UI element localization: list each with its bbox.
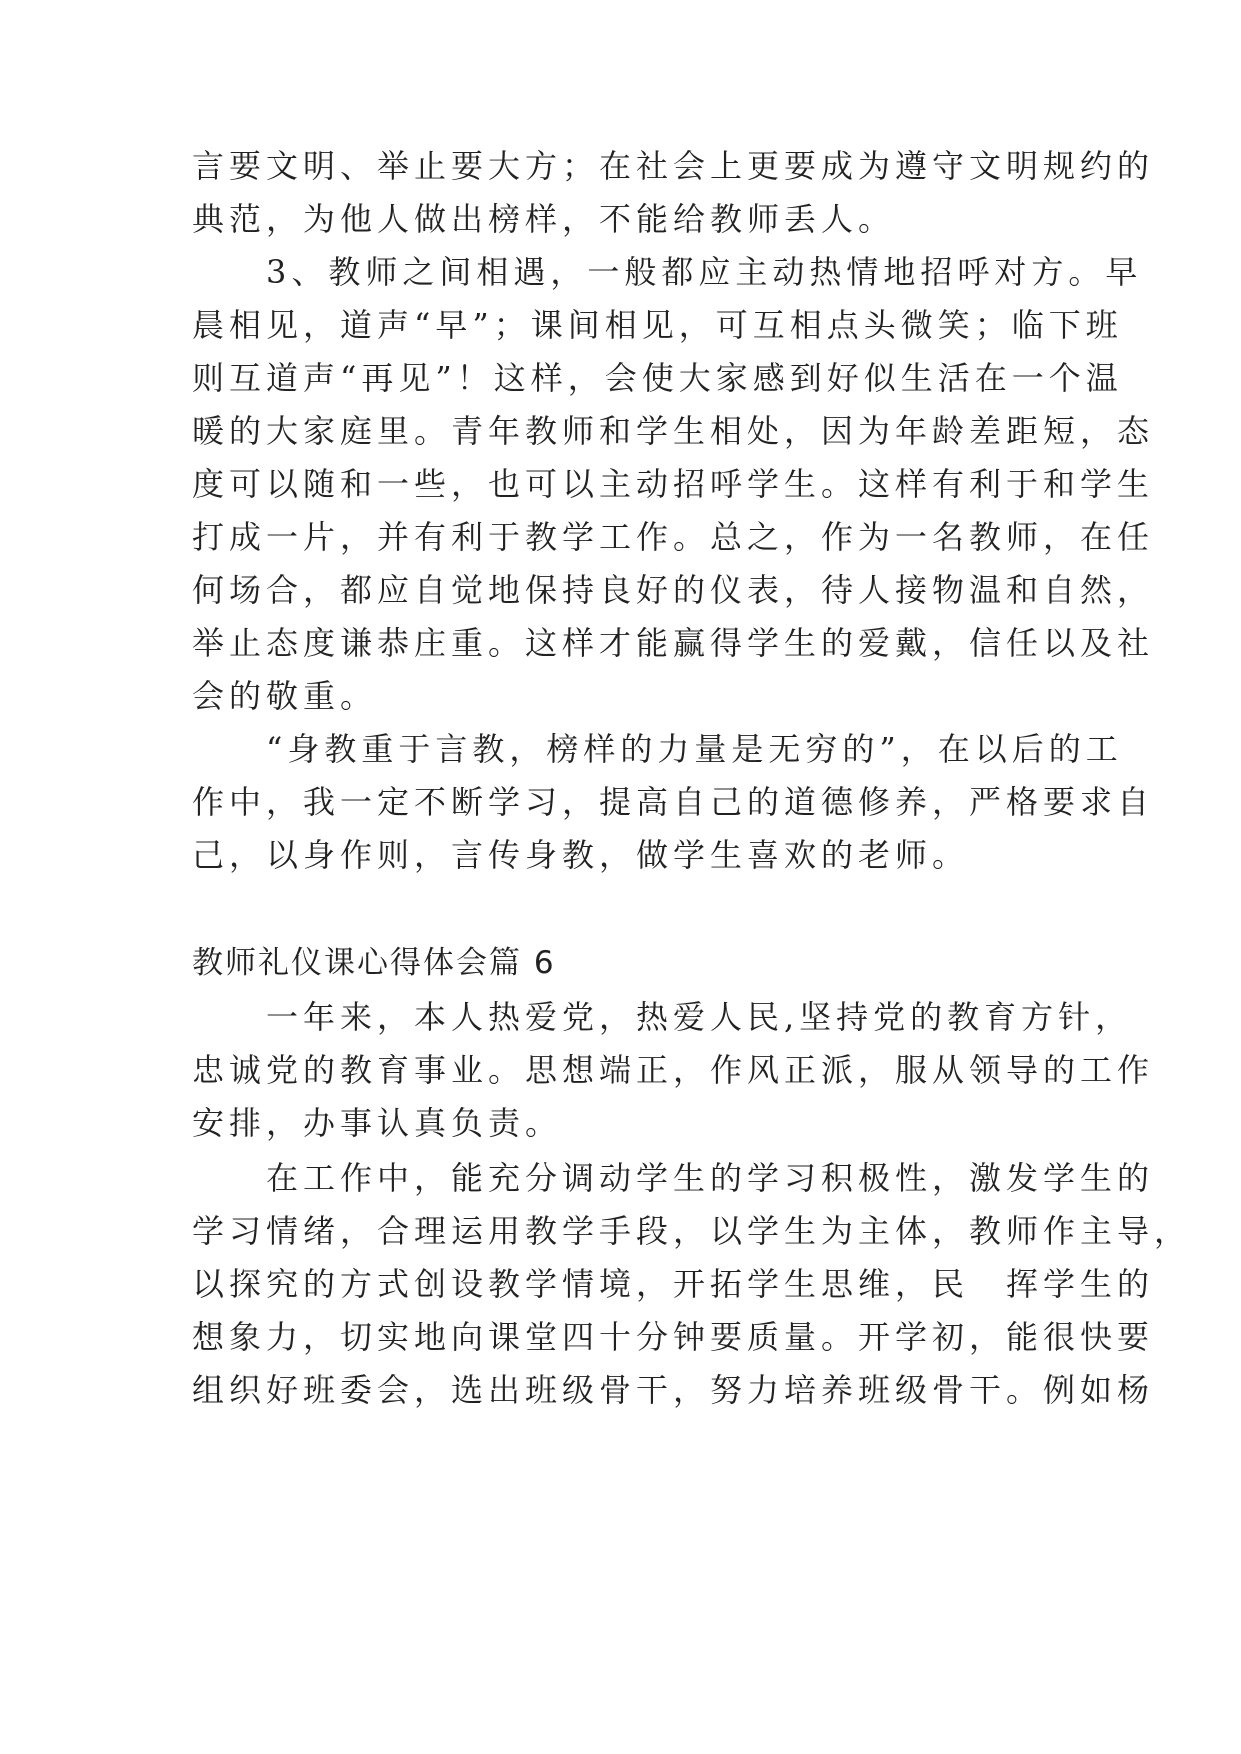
text-line: 度可以随和一些，也可以主动招呼学生。这样有利于和学生 [192,465,1155,503]
text-line: 作中，我一定不断学习，提高自己的道德修养，严格要求自 [192,783,1155,821]
text-line: 则互道声“再见”！这样，会使大家感到好似生活在一个温 [192,359,1123,397]
text-line: “身教重于言教，榜样的力量是无穷的”，在以后的工 [192,730,1123,768]
text-line: 会的敬重。 [192,677,378,715]
text-line: 组织好班委会，选出班级骨干，努力培养班级骨干。例如杨 [192,1371,1155,1409]
section-heading: 教师礼仪课心得体会篇 6 [192,945,556,981]
text-line: 忠诚党的教育事业。思想端正，作风正派，服从领导的工作 [192,1051,1155,1089]
text-line: 何场合，都应自觉地保持良好的仪表，待人接物温和自然， [192,571,1155,609]
text-line: 想象力，切实地向课堂四十分钟要质量。开学初，能很快要 [192,1318,1155,1356]
text-line: 安排，办事认真负责。 [192,1104,563,1142]
text-line: 己，以身作则，言传身教，做学生喜欢的老师。 [192,836,970,874]
text-line: 晨相见，道声“早”；课间相见，可互相点头微笑；临下班 [192,306,1123,344]
text-line: 学习情绪，合理运用教学手段，以学生为主体，教师作主导， [192,1212,1192,1250]
text-line: 打成一片，并有利于教学工作。总之，作为一名教师，在任 [192,518,1155,556]
text-line: 典范，为他人做出榜样，不能给教师丢人。 [192,200,896,238]
text-line: 3、教师之间相遇，一般都应主动热情地招呼对方。早 [192,253,1143,291]
text-line: 一年来，本人热爱党，热爱人民,坚持党的教育方针， [192,998,1133,1036]
text-line: 举止态度谦恭庄重。这样才能赢得学生的爱戴，信任以及社 [192,624,1155,662]
text-line: 在工作中，能充分调动学生的学习积极性，激发学生的 [192,1159,1155,1197]
text-line: 以探究的方式创设教学情境，开拓学生思维，民 挥学生的 [192,1265,1155,1303]
text-line: 言要文明、举止要大方；在社会上更要成为遵守文明规约的 [192,147,1155,185]
text-line: 暖的大家庭里。青年教师和学生相处，因为年龄差距短，态 [192,412,1155,450]
